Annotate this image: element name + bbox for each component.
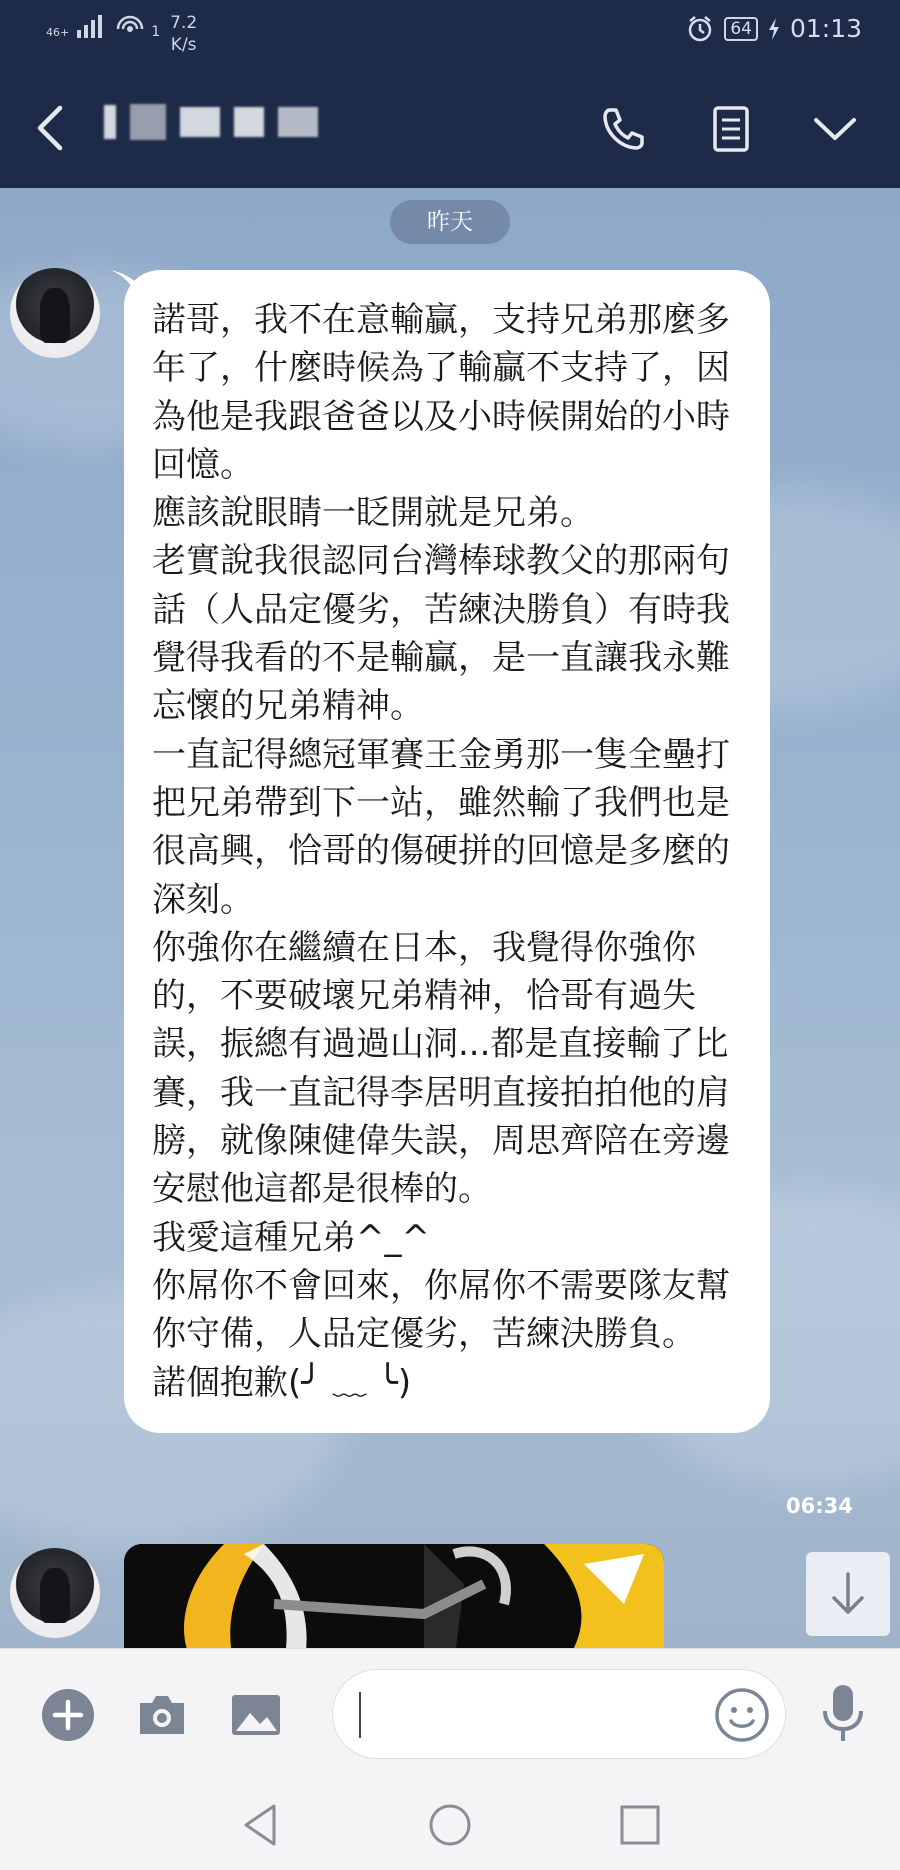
message-input[interactable] bbox=[332, 1669, 786, 1759]
message-line: 你強你在繼續在日本，我覺得你強你的，不要破壞兄弟精神，恰哥有過失誤，振總有過過山洞...都是直接輸了比賽，我一直記得李居明直接拍拍他的肩膀，就像陳健偉失誤，周思齊陪在旁邊安慰他這都是很棒的。 bbox=[152, 927, 730, 1210]
message-line: 一直記得總冠軍賽王金勇那一隻全壘打把兄弟帶到下一站，雖然輸了我們也是很高興，恰哥的傷硬拼的回憶是多麼的深刻。 bbox=[152, 734, 730, 920]
net-speed bbox=[170, 12, 197, 56]
image-preview bbox=[124, 1544, 664, 1648]
nav-recents-icon[interactable] bbox=[615, 1800, 665, 1850]
input-bar bbox=[0, 1648, 900, 1779]
message-line: 諾哥，我不在意輸贏，支持兄弟那麼多年了，什麼時候為了輸贏不支持了，因為他是我跟爸爸以及小時候開始的小時回憶。 bbox=[152, 300, 730, 485]
status-right bbox=[686, 14, 862, 43]
battery-indicator: 64 bbox=[724, 17, 758, 41]
charging-icon bbox=[768, 18, 780, 40]
net-speed-unit: K/s bbox=[170, 35, 197, 55]
message-line: 你屌你不會回來，你屌你不需要隊友幫你守備，人品定優劣，苦練決勝負。 bbox=[152, 1265, 730, 1355]
camera-icon[interactable] bbox=[134, 1687, 190, 1743]
image-icon[interactable] bbox=[228, 1687, 284, 1743]
signal-indicator bbox=[46, 12, 160, 38]
arrow-down-icon bbox=[806, 1552, 890, 1636]
message-line: 應該說眼睛一眨開就是兄弟。 bbox=[152, 493, 594, 534]
avatar[interactable] bbox=[10, 268, 100, 358]
signal-sub: 1 bbox=[151, 24, 161, 40]
alarm-icon bbox=[686, 15, 714, 43]
clock: 01:13 bbox=[789, 14, 862, 43]
image-message[interactable] bbox=[124, 1544, 664, 1648]
emoji-icon[interactable] bbox=[713, 1686, 771, 1744]
avatar[interactable] bbox=[10, 1548, 100, 1638]
hotspot-icon bbox=[115, 12, 145, 38]
net-speed-value: 7.2 bbox=[170, 13, 198, 33]
add-icon[interactable] bbox=[40, 1687, 96, 1743]
chat-header bbox=[0, 68, 900, 188]
nav-home-icon[interactable] bbox=[425, 1800, 475, 1850]
contact-name-redacted bbox=[104, 104, 318, 140]
message-bubble[interactable] bbox=[124, 270, 770, 1433]
system-nav-bar bbox=[0, 1778, 900, 1870]
message-timestamp: 06:34 bbox=[786, 1494, 853, 1518]
scroll-down-button[interactable] bbox=[806, 1552, 890, 1636]
message-line: 諾個抱歉(╯ ﹏ ╰) bbox=[152, 1362, 412, 1403]
microphone-icon[interactable] bbox=[818, 1683, 868, 1745]
nav-back-icon[interactable] bbox=[236, 1800, 286, 1850]
text-caret bbox=[359, 1692, 361, 1738]
phone-icon[interactable] bbox=[596, 102, 650, 156]
status-left bbox=[46, 12, 197, 56]
network-type: 46+ bbox=[46, 26, 70, 39]
back-arrow-icon[interactable] bbox=[30, 100, 70, 156]
message-line: 老實說我很認同台灣棒球教父的那兩句話（人品定優劣，苦練決勝負）有時我覺得我看的不是輸贏，是一直讓我永難忘懷的兄弟精神。 bbox=[152, 541, 730, 727]
status-bar bbox=[0, 0, 900, 68]
notes-icon[interactable] bbox=[704, 102, 758, 156]
date-separator: 昨天 bbox=[390, 200, 510, 244]
chevron-down-icon[interactable] bbox=[808, 102, 862, 156]
signal-bars-icon bbox=[75, 12, 109, 38]
message-line: 我愛這種兄弟^_^ bbox=[152, 1217, 430, 1258]
chat-area[interactable] bbox=[0, 188, 900, 1648]
